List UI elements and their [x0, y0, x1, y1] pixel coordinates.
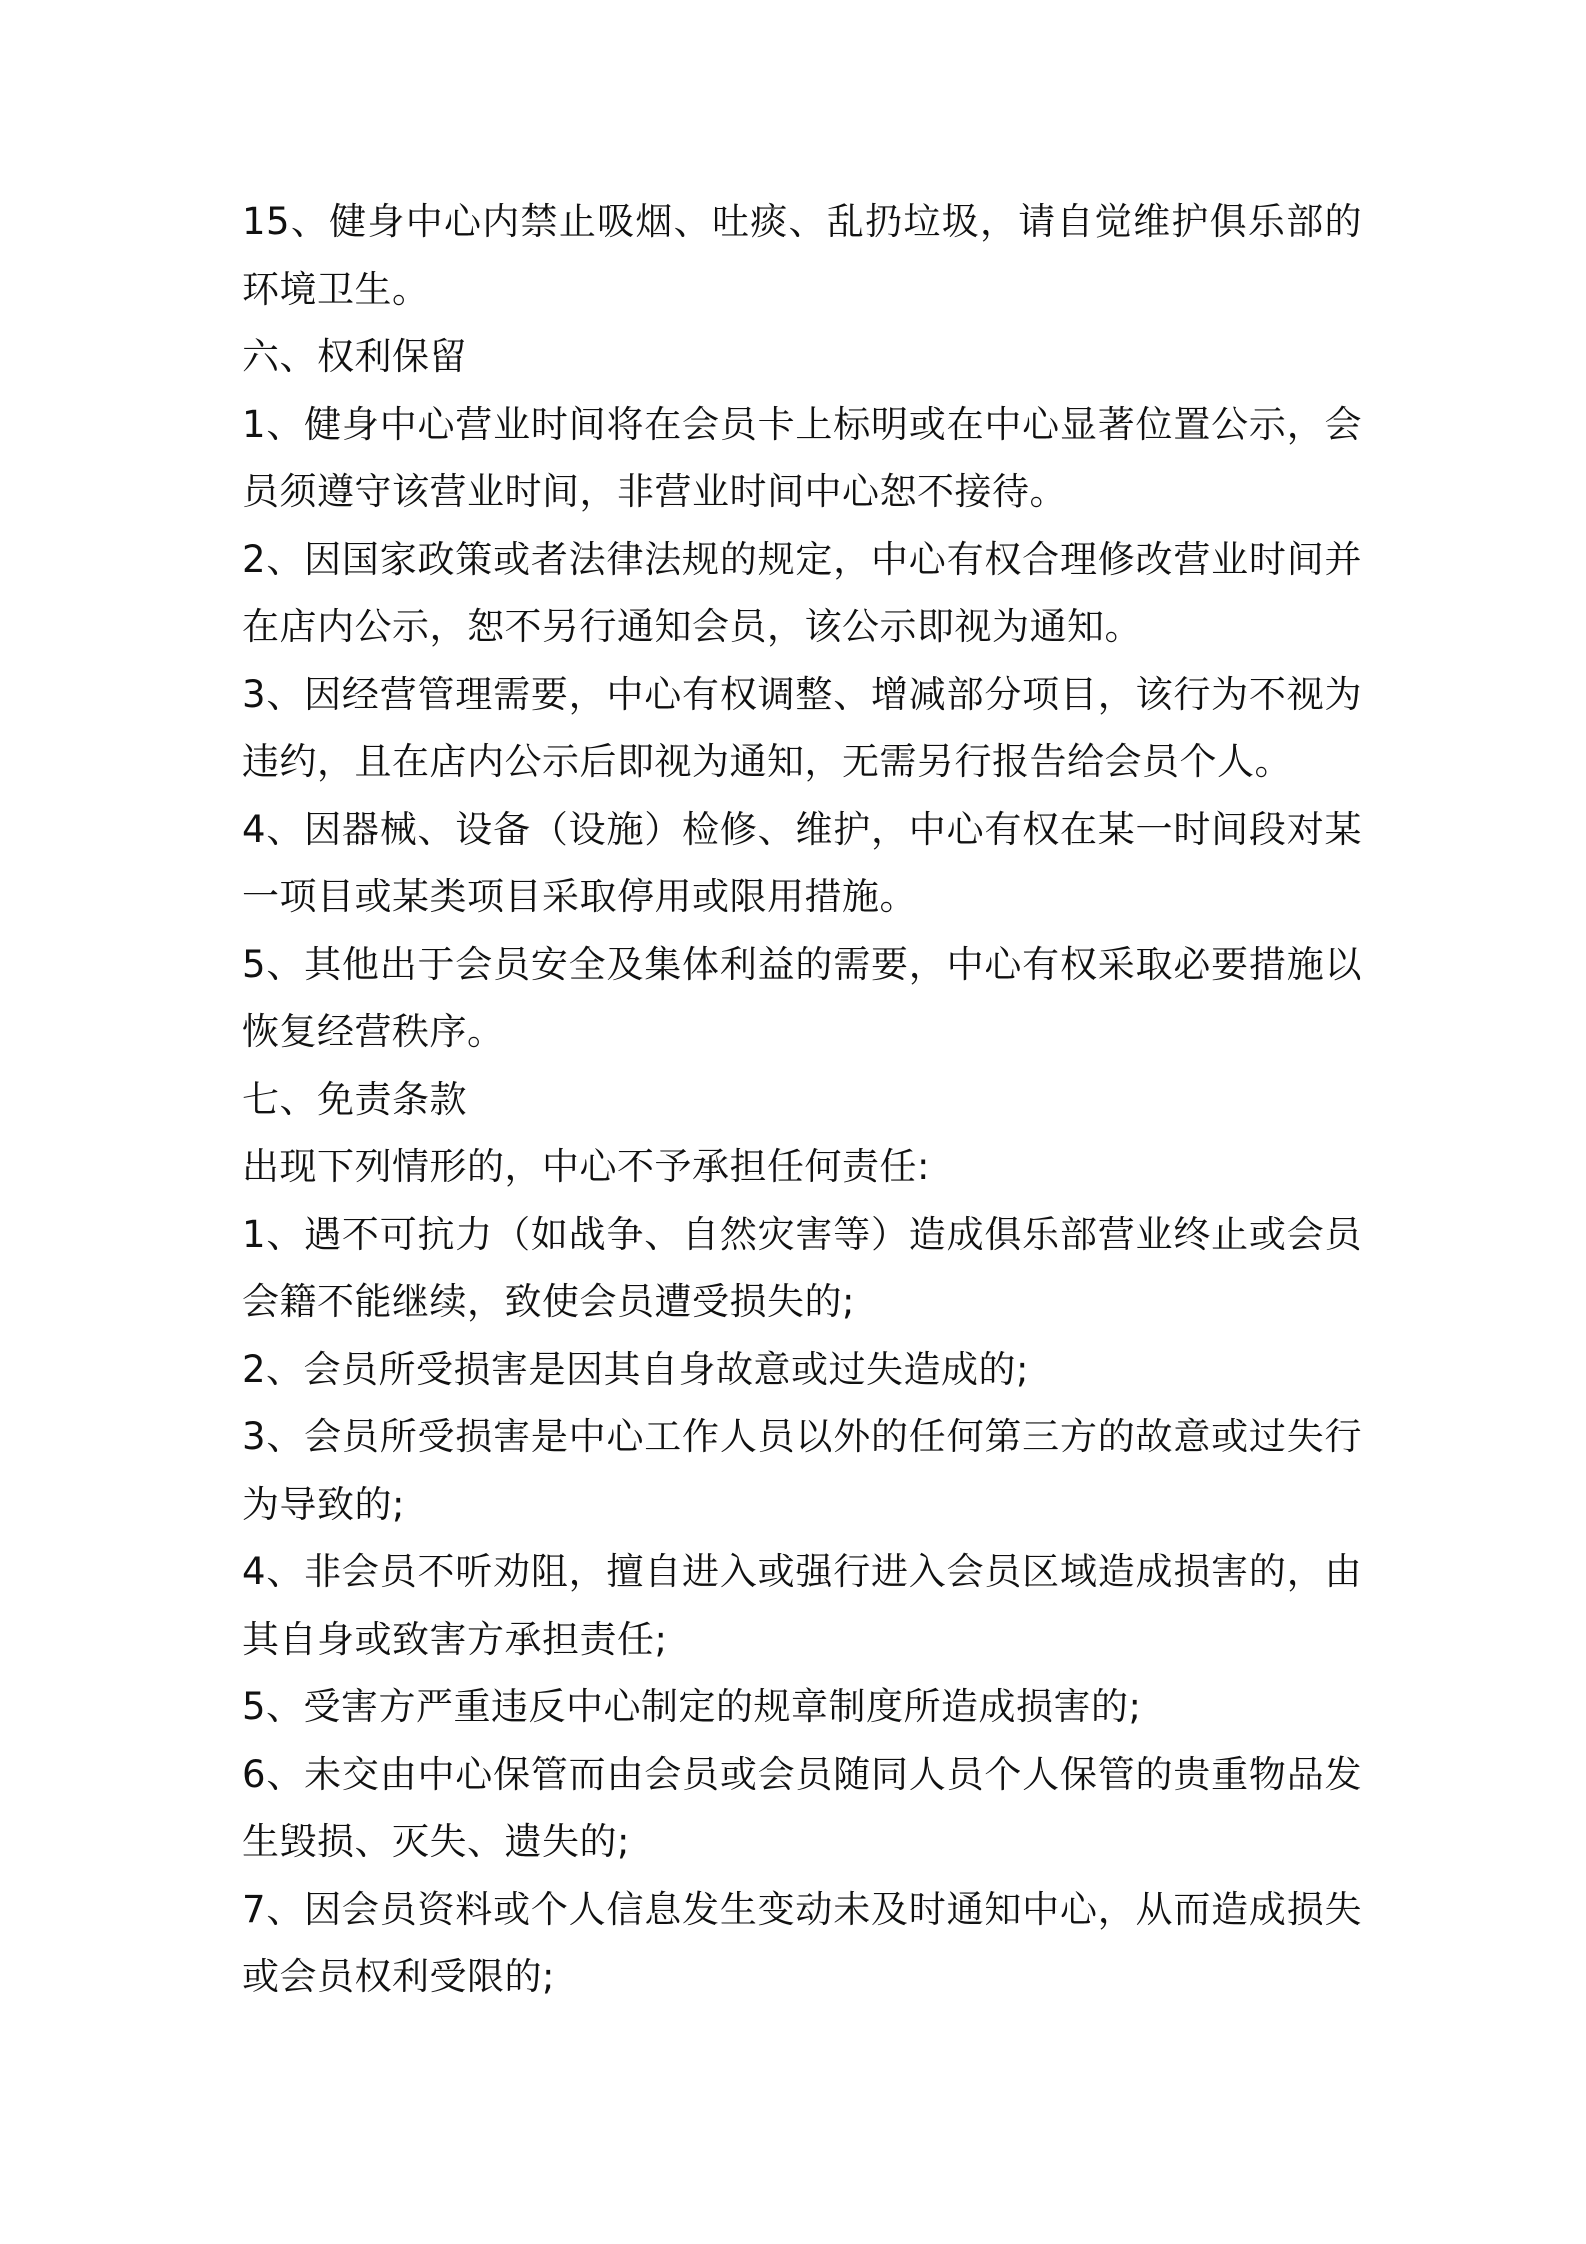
text-line: 4、因器械、设备（设施）检修、维护，中心有权在某一时间段对某 [242, 807, 1362, 851]
text-line: 七、免责条款 [242, 1077, 467, 1121]
text-line: 5、其他出于会员安全及集体利益的需要，中心有权采取必要措施以 [242, 942, 1362, 986]
text-line: 1、遇不可抗力（如战争、自然灾害等）造成俱乐部营业终止或会员 [242, 1212, 1362, 1256]
text-line: 3、会员所受损害是中心工作人员以外的任何第三方的故意或过失行 [242, 1415, 1362, 1458]
text-line: 恢复经营秩序。 [242, 1010, 505, 1053]
text-line: 2、因国家政策或者法律法规的规定，中心有权合理修改营业时间并 [242, 537, 1362, 581]
text-line: 15、健身中心内禁止吸烟、吐痰、乱扔垃圾，请自觉维护俱乐部的 [242, 200, 1362, 243]
text-line: 7、因会员资料或个人信息发生变动未及时通知中心，从而造成损失 [242, 1887, 1362, 1931]
text-line: 会籍不能继续，致使会员遭受损失的; [242, 1280, 855, 1323]
text-line: 在店内公示，恕不另行通知会员，该公示即视为通知。 [242, 605, 1142, 648]
document-body [242, 188, 1362, 2011]
text-line: 4、非会员不听劝阻，擅自进入或强行进入会员区域造成损害的，由 [242, 1550, 1362, 1593]
text-line: 员须遵守该营业时间，非营业时间中心恕不接待。 [242, 470, 1067, 513]
text-line: 出现下列情形的，中心不予承担任何责任: [242, 1145, 930, 1188]
text-line: 一项目或某类项目采取停用或限用措施。 [242, 875, 917, 918]
text-line: 环境卫生。 [242, 267, 430, 311]
text-line: 六、权利保留 [242, 335, 467, 378]
text-line: 5、受害方严重违反中心制定的规章制度所造成损害的; [242, 1685, 1142, 1728]
text-line: 为导致的; [242, 1482, 405, 1526]
text-line: 1、健身中心营业时间将在会员卡上标明或在中心显著位置公示，会 [242, 402, 1362, 446]
text-line: 违约，且在店内公示后即视为通知，无需另行报告给会员个人。 [242, 740, 1292, 783]
text-line: 3、因经营管理需要，中心有权调整、增减部分项目，该行为不视为 [242, 672, 1362, 716]
text-line: 2、会员所受损害是因其自身故意或过失造成的; [242, 1347, 1030, 1391]
text-line: 其自身或致害方承担责任; [242, 1617, 668, 1661]
text-line: 或会员权利受限的; [242, 1955, 555, 1998]
text-line: 6、未交由中心保管而由会员或会员随同人员个人保管的贵重物品发 [242, 1752, 1362, 1796]
text-line: 生毁损、灭失、遗失的; [242, 1820, 630, 1863]
